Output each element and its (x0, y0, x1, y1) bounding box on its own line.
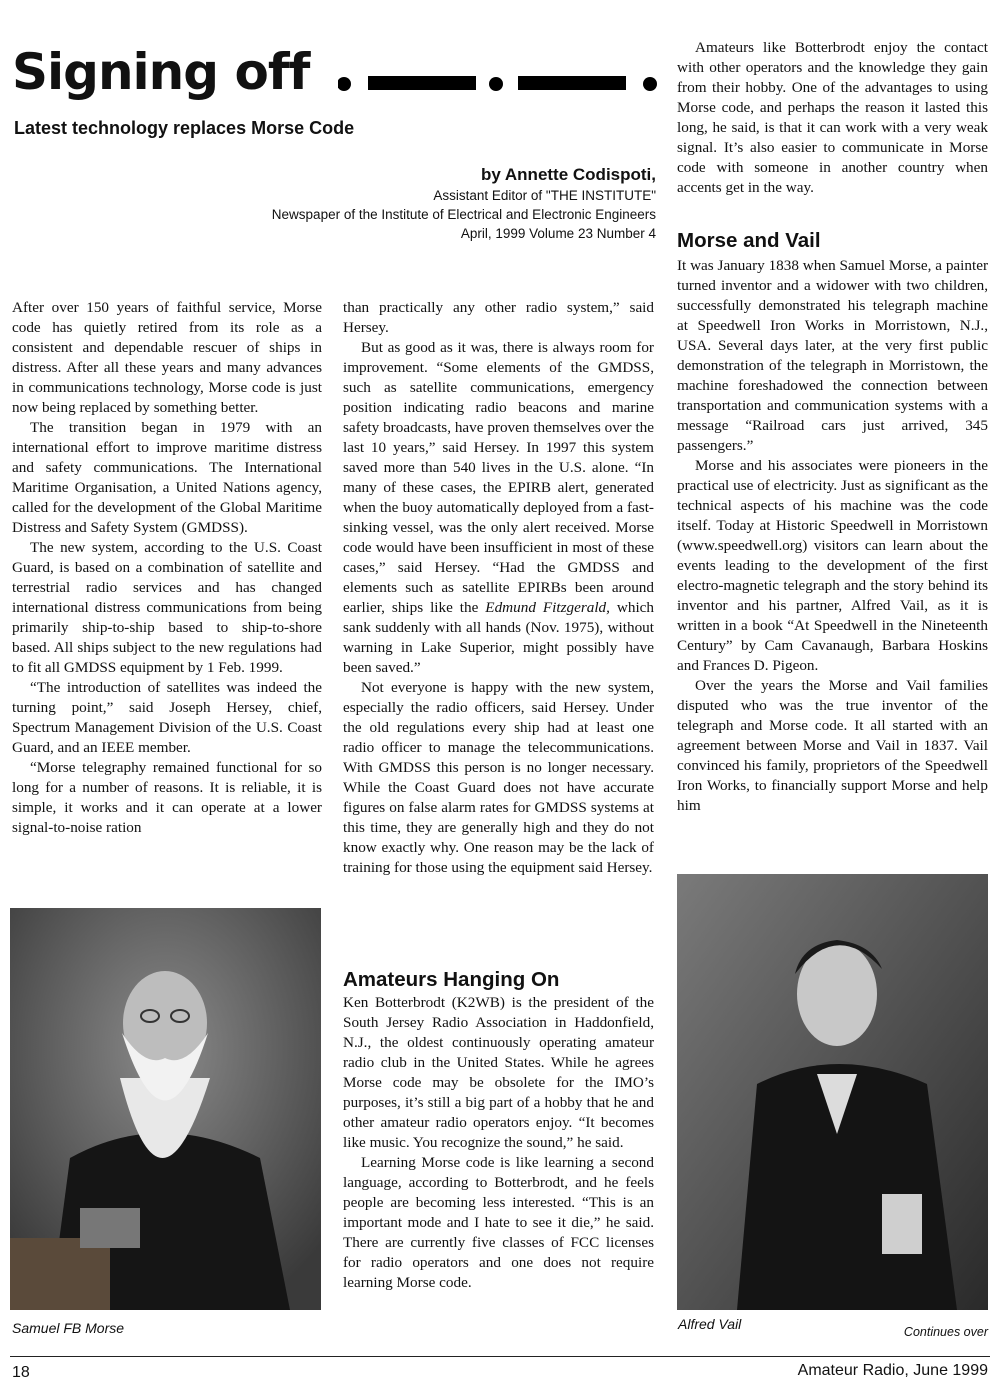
portrait-illustration (10, 908, 321, 1310)
caption-alfred-vail: Alfred Vail (678, 1316, 742, 1332)
byline (160, 164, 656, 243)
paragraph (343, 338, 654, 678)
paragraph: It was January 1838 when Samuel Morse, a painter turned inventor and a widower with two children, successfully demonstrated his telegraph machine at Speedwell Iron Works in Morristown, N.J., USA. Several days later, at the very first public demonstration of the telegraph in Morristown, the machine foreshadowed the connection between transportation and communication systems with a message “Railroad cars just arrived, 345 passengers.” (677, 257, 988, 454)
publication-footer: Amateur Radio, June 1999 (797, 1362, 988, 1379)
morse-dash-1 (368, 76, 476, 90)
paragraph: Learning Morse code is like learning a second language, according to Botterbrodt, and he feels people are becoming less interested. “This is an important mode and I hate to see it die,” he said. There are currently five classes of FCC licenses for radio operators and one does not require learning Morse code. (343, 1154, 654, 1291)
morse-code-decoration (338, 62, 668, 102)
continues-over-note: Continues over (903, 1325, 988, 1339)
article-subtitle: Latest technology replaces Morse Code (14, 118, 355, 138)
paragraph: “Morse telegraphy remained functional for so long for a number of reasons. It is reliable, it is simple, it works and it can operate at a lower signal-to-noise ration (12, 759, 322, 836)
morse-dash-2 (518, 76, 626, 90)
paragraph: “The introduction of satellites was indeed the turning point,” said Joseph Hersey, chief, Spectrum Management Division of the U.S. Coast Guard, and an IEEE member. (12, 679, 322, 756)
section-heading-morse-and-vail: Morse and Vail (677, 229, 821, 252)
paragraph: After over 150 years of faithful service, Morse code has quietly retired from its role as a consistent and dependable rescuer of ships in distress. After all these years and many advances in communications technology, Morse code is just now being replaced by something better. (12, 299, 322, 416)
ship-name: Edmund Fitzgerald, (485, 599, 610, 616)
morse-dot-3 (643, 77, 657, 91)
author-name: by Annette Codispoti, (480, 165, 656, 184)
photo-samuel-morse (10, 908, 321, 1310)
paragraph-text: which sank suddenly with all hands (Nov. 1975), without warning in Lake Superior, might possibly have been saved.” (343, 599, 654, 676)
paragraph: Amateurs like Botterbrodt enjoy the contact with other operators and the knowledge they gain from their hobby. One of the advantages to using Morse code, and perhaps the reason it lasted this long, he said, is that it can work with a very weak signal. It’s also easier to communicate in Morse code with someone in another country when accents get in the way. (677, 39, 988, 196)
source-publication: Newspaper of the Institute of Electrical and Electronic Engineers (271, 207, 656, 222)
portrait-illustration (677, 874, 988, 1310)
article-column-2 (343, 298, 654, 878)
section-heading-amateurs: Amateurs Hanging On (343, 968, 560, 991)
article-column-1 (12, 298, 322, 838)
paragraph: Not everyone is happy with the new system, especially the radio officers, said Hersey. Under the old regulations every ship had at least one radio officer to manage the telecommunications. With GMDSS this person is no longer necessary. While the Coast Guard does not have accurate figures on false alarm rates for GMDSS systems at this time, they are generally high and they do not know exactly why. One reason may be the lack of training for those using the equipment said Hersey. (343, 679, 654, 876)
footer-divider (10, 1356, 990, 1357)
paragraph: Ken Botterbrodt (K2WB) is the president of the South Jersey Radio Association in Haddonfield, N.J., the oldest continuously operating amateur radio club in the United States. While he agrees Morse code may be obsolete for the IMO’s purposes, it’s still a big part of a hobby that he and other amateur radio operators enjoy. “It becomes like music. You recognize the sound,” he said. (343, 994, 654, 1151)
source-issue: April, 1999 Volume 23 Number 4 (460, 226, 656, 241)
paragraph: Morse and his associates were pioneers in the practical use of electricity. Just as significant as the technical aspects of his machine was the code itself. Today at Historic Speedwell in Morristown (www.speedwell.org) visitors can learn about the events leading to the development of the first electro-magnetic telegraph and the story behind its inventor and his partner, Alfred Vail, as it is written in a book “At Speedwell in the Nineteenth Century” by Cam Cavanaugh, Barbara Hoskins and Frances D. Pigeon. (677, 457, 988, 674)
paragraph: The transition began in 1979 with an international effort to improve maritime distress and safety communications. The International Maritime Organisation, a United Nations agency, called for the development of the Global Maritime Distress and Safety System (GMDSS). (12, 419, 322, 536)
morse-dot-2 (489, 77, 503, 91)
page-number: 18 (12, 1364, 30, 1381)
paragraph: The new system, according to the U.S. Coast Guard, is based on a combination of satellite and terrestrial radio services and has changed international distress communications from being primarily ship-to-ship based to ship-to-shore based. All ships subject to the new regulations had to fit all GMDSS equipment by 1 Feb. 1999. (12, 539, 322, 676)
paragraph: Over the years the Morse and Vail families disputed who was the true inventor of the telegraph and Morse code. It all started with an agreement between Morse and Vail in 1837. Vail convinced his family, proprietors of the Speedwell Iron Works, to financially support Morse and help him (677, 677, 988, 814)
article-column-2-continued (343, 993, 654, 1293)
photo-alfred-vail (677, 874, 988, 1310)
article-title: Signing off (12, 43, 310, 101)
morse-dot-1 (338, 77, 351, 91)
paragraph-text: But as good as it was, there is always room for improvement. “Some elements of the GMDSS, such as satellite communications, emergency position indicating radio beacons and marine safety broadcasts, have proven themselves over the last 10 years,” said Hersey. In 1997 this system saved more than 540 lives in the U.S. alone. “In many of these cases, the EPIRB alert, generated when the buoy automatically deployed from a fast-sinking vessel, was the only alert received. Morse code would have been insufficient in most of these cases,” said Hersey. “Had the GMDSS and elements such as satellite EPIRBs been around earlier, ships like the (343, 339, 654, 616)
author-role: Assistant Editor of "THE INSTITUTE" (433, 188, 656, 203)
caption-samuel-morse: Samuel FB Morse (12, 1320, 125, 1336)
article-column-3 (677, 38, 988, 198)
article-column-3-continued (677, 256, 988, 816)
paragraph: than practically any other radio system,” said Hersey. (343, 299, 654, 336)
